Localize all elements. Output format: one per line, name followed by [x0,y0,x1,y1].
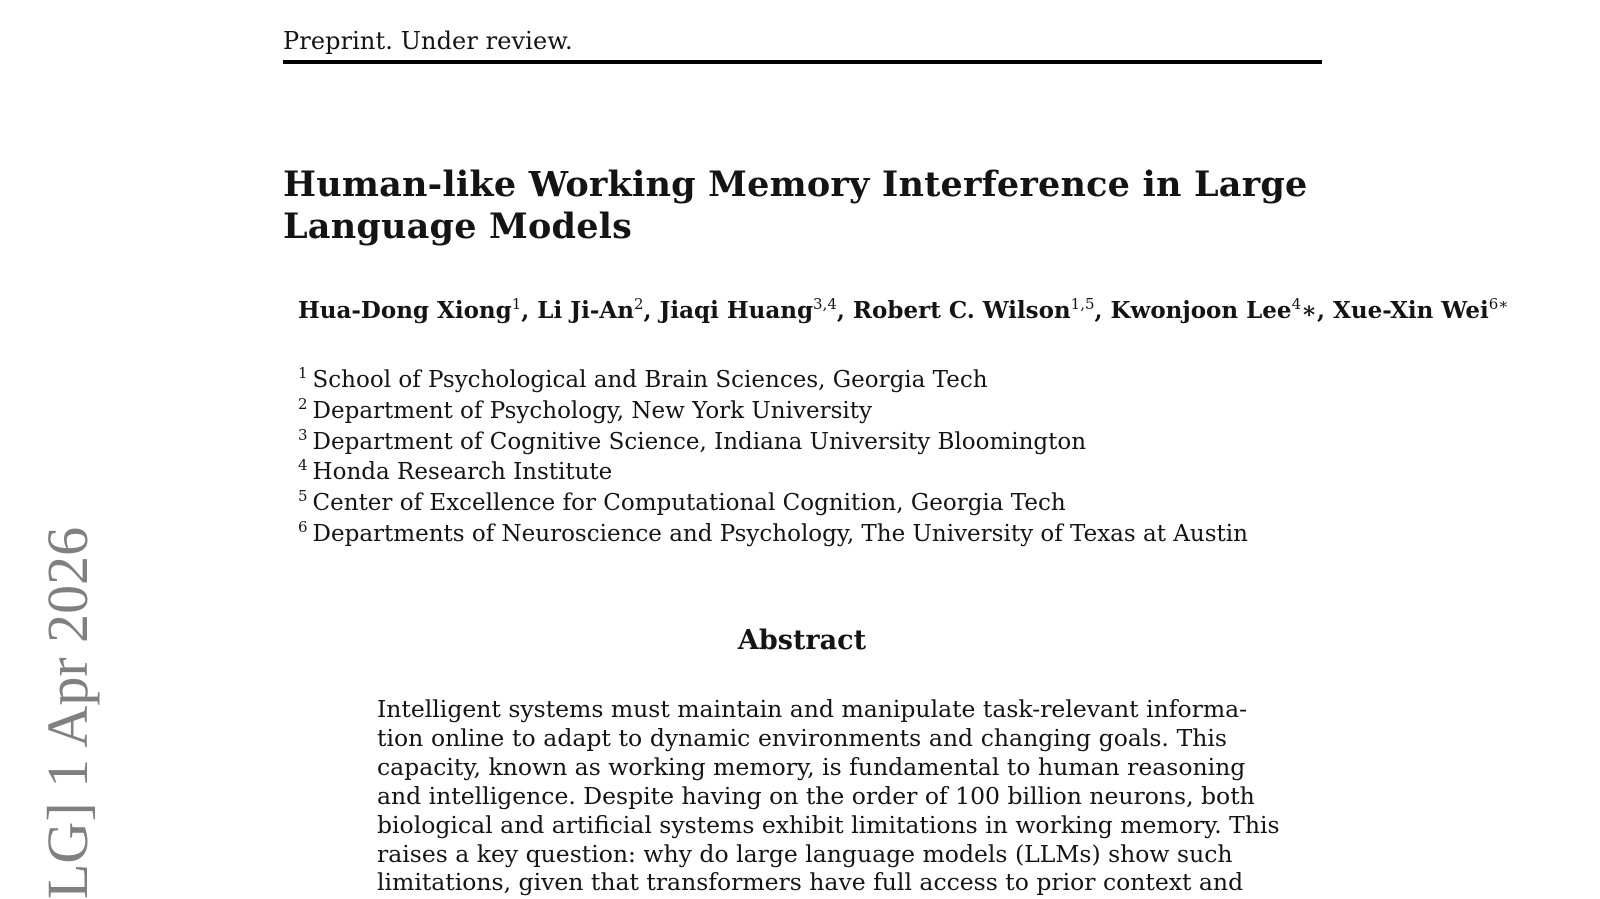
affiliation-number: 6 [298,517,308,536]
affiliation-number: 3 [298,425,308,444]
affiliation-number: 1 [298,364,308,382]
affiliation-number: 5 [298,487,308,506]
affiliation-number: 4 [298,456,308,475]
abstract-line: tion online to adapt to dynamic environments and changing goals. This [377,723,1227,752]
author-affiliation-marks: 1 [511,295,522,313]
author-name: Robert C. Wilson [852,297,1071,324]
affiliation-text: School of Psychological and Brain Sciences, Georgia Tech [312,367,988,393]
affiliation-text: Center of Excellence for Computational Cognition, Georgia Tech [312,490,1066,517]
abstract-line: limitations, given that transformers have full access to prior context and [377,868,1244,897]
author-list [298,296,1508,326]
author-separator: , [643,297,660,324]
abstract-line: and intelligence. Despite having on the order of 100 billion neurons, both [377,781,1255,810]
author-affiliation-marks: 6∗ [1488,295,1509,313]
affiliation-item [298,457,1248,488]
author-separator: , [1094,297,1111,324]
author-name: Hua-Dong Xiong [298,297,512,324]
author-affiliation-marks: 1,5 [1070,295,1095,313]
affiliation-item [298,396,1248,427]
affiliation-item [298,427,1248,458]
author-affiliation-marks: 2 [633,295,644,313]
abstract-body [377,695,1280,897]
abstract-line: raises a key question: why do large language models (LLMs) show such [377,839,1233,868]
affiliation-item [298,365,1248,396]
header-rule [283,60,1322,64]
author-separator: , [836,297,853,324]
affiliation-item [298,488,1248,519]
author-name: Li Ji-An [537,297,634,324]
abstract-line: Intelligent systems must maintain and manipulate task-relevant informa- [377,695,1248,723]
affiliation-text: Department of Cognitive Science, Indiana University Bloomington [312,428,1087,455]
abstract-heading: Abstract [737,625,867,656]
author-name: Jiaqi Huang [659,297,814,324]
author-separator: ∗, [1301,297,1334,324]
affiliation-item [298,519,1248,550]
author-name: Kwonjoon Lee [1110,297,1292,324]
abstract-line: biological and artificial systems exhibit limitations in working memory. This [377,810,1280,839]
author-affiliation-marks: 4 [1291,295,1302,313]
author-affiliation-marks: 3,4 [813,295,837,313]
author-separator: , [521,297,538,324]
author-name: Xue-Xin Wei [1333,297,1489,324]
affiliation-list [298,365,1248,550]
abstract-line: capacity, known as working memory, is fundamental to human reasoning [377,752,1246,781]
affiliation-text: Departments of Neuroscience and Psychology, The University of Texas at Austin [312,520,1248,547]
preprint-note: Preprint. Under review. [283,27,573,55]
arxiv-sidebar-stamp: LG] 1 Apr 2026 [35,526,100,899]
affiliation-text: Department of Psychology, New York University [312,397,872,424]
paper-title: Human-like Working Memory Interference in Large Language Models [283,164,1308,247]
affiliation-text: Honda Research Institute [312,459,613,486]
affiliation-number: 2 [298,394,308,413]
